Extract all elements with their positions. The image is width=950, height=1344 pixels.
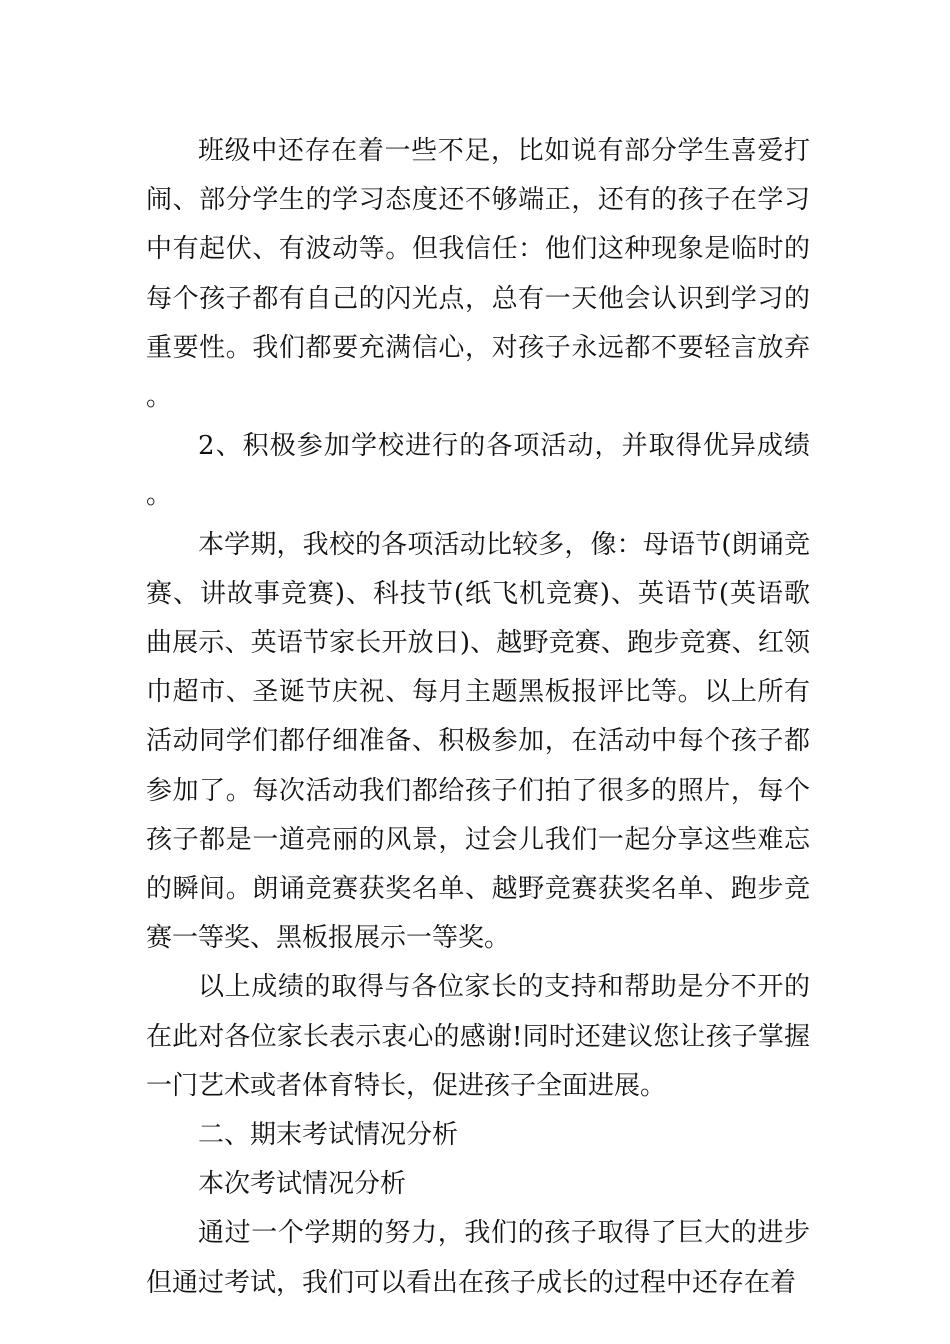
section-heading-exam-analysis: 二、期末考试情况分析 bbox=[198, 1120, 459, 1151]
paragraph-activities-detail: 本学期，我校的各项活动比较多，像：母语节(朗诵竞赛、讲故事竞赛)、科技节(纸飞机竞赛)、英语节(英语歌曲展示、英语节家长开放日)、越野竞赛、跑步竞赛、红领巾超市、圣诞节庆祝、每月主题黑板报评比等。以上所有活动同学们都仔细准备、积极参加，在活动中每个孩子都参加了。每次活动我们都给孩子们拍了很多的照片，每个孩子都是一道亮丽的风景，过会儿我们一起分享这些难忘的瞬间。朗诵竞赛获奖名单、越野竞赛获奖名单、跑步竞赛一等奖、黑板报展示一等奖。 bbox=[146, 529, 810, 954]
paragraph-thanks: 以上成绩的取得与各位家长的支持和帮助是分不开的在此对各位家长表示衷心的感谢!同时还建议您让孩子掌握一门艺术或者体育特长，促进孩子全面进展。 bbox=[146, 972, 810, 1101]
paragraph-shortcomings: 班级中还存在着一些不足，比如说有部分学生喜爱打闹、部分学生的学习态度还不够端正，还有的孩子在学习中有起伏、有波动等。但我信任：他们这种现象是临时的每个孩子都有自己的闪光点，总有一天他会认识到学习的重要性。我们都要充满信心，对孩子永远都不要轻言放弃。 bbox=[146, 136, 810, 413]
document-body bbox=[146, 127, 810, 1308]
paragraph-exam-progress: 通过一个学期的努力，我们的孩子取得了巨大的进步但通过考试，我们可以看出在孩子成长的过程中还存在着 bbox=[146, 1218, 810, 1298]
paragraph-activities-heading: 2、积极参加学校进行的各项活动，并取得优异成绩。 bbox=[146, 431, 810, 511]
subheading-exam-analysis: 本次考试情况分析 bbox=[198, 1169, 407, 1200]
